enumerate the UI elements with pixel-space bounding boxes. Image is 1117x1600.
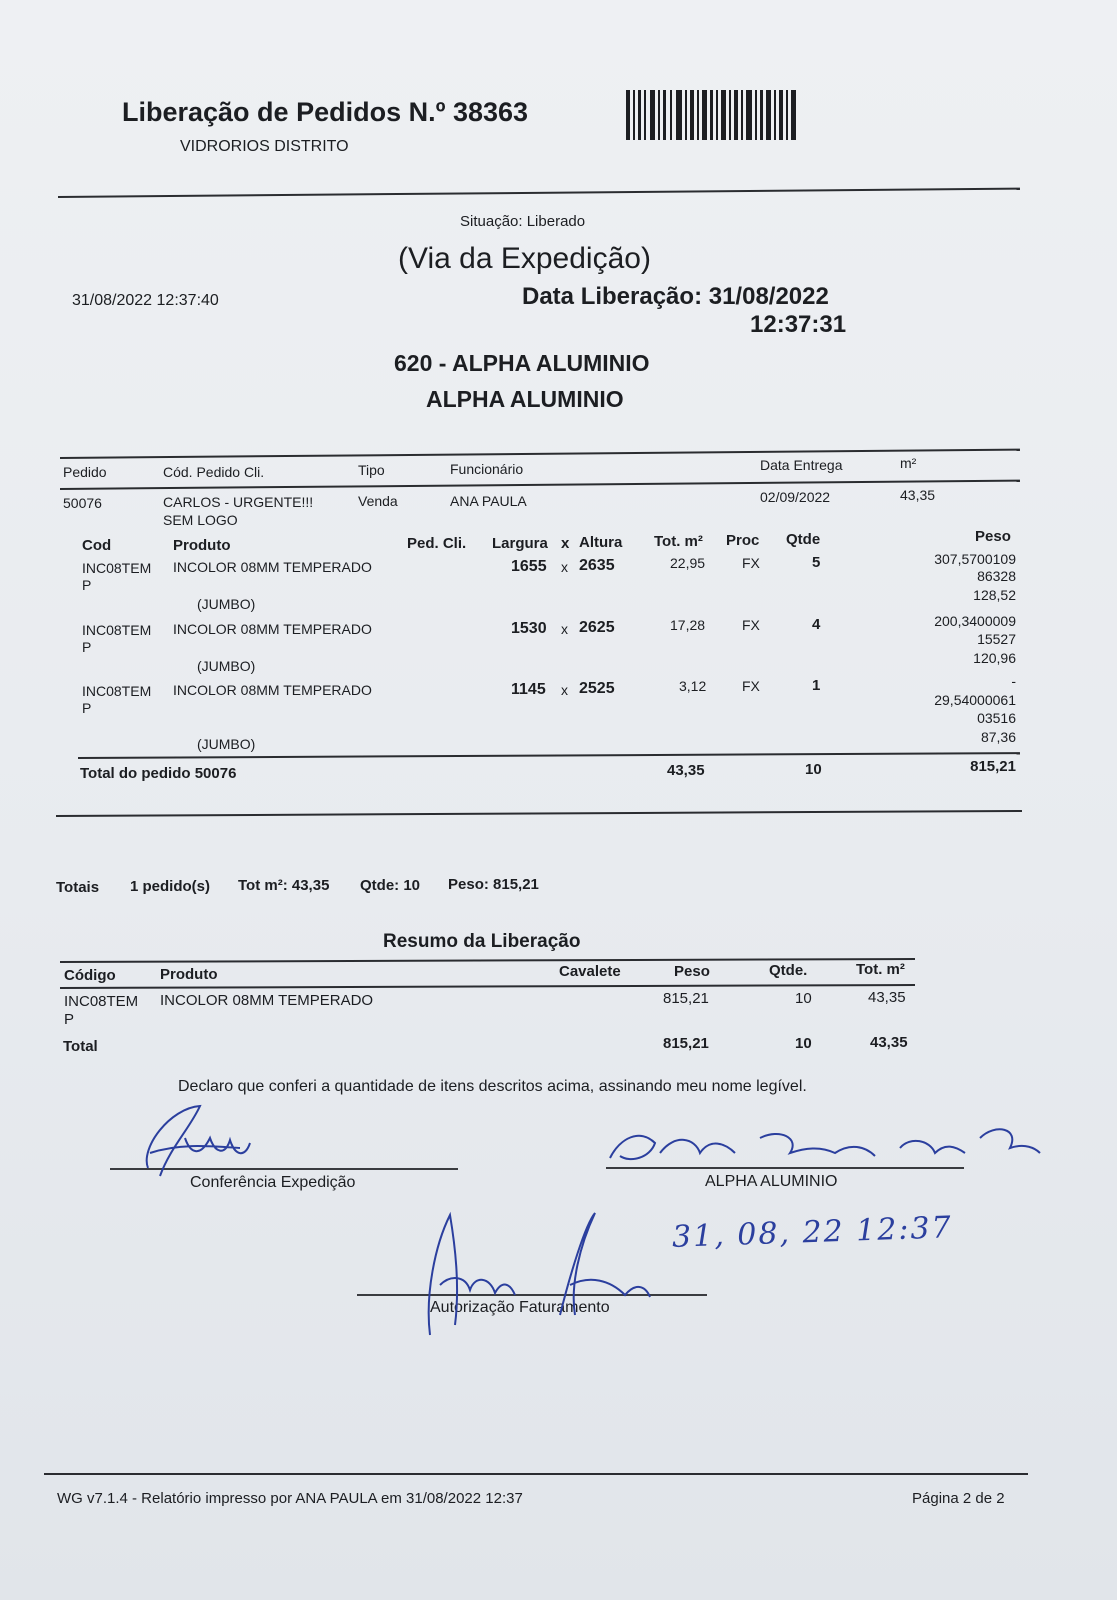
order-pedido: 50076: [63, 495, 102, 511]
signature-conferencia-icon: [130, 1098, 270, 1188]
item-cod-suffix: P: [82, 577, 92, 593]
resumo-col-qtde: Qtde.: [769, 962, 808, 979]
item-peso-dash: -: [1011, 673, 1016, 689]
order-tipo: Venda: [358, 493, 398, 509]
items-col-ped-cli: Ped. Cli.: [407, 535, 467, 552]
item-proc: FX: [742, 678, 760, 694]
resumo-total-tot-m2: 43,35: [870, 1034, 908, 1051]
client-name: ALPHA ALUMINIO: [426, 386, 624, 412]
order-funcionario: ANA PAULA: [450, 493, 527, 509]
items-col-largura: Largura: [492, 535, 548, 552]
items-col-proc: Proc: [726, 532, 760, 549]
item-x: x: [561, 621, 568, 637]
item-largura: 1145: [511, 681, 546, 698]
order-data-entrega: 02/09/2022: [760, 489, 831, 505]
resumo-produto: INCOLOR 08MM TEMPERADO: [160, 992, 374, 1009]
col-data-entrega: Data Entrega: [760, 457, 843, 473]
signature-client-icon: [600, 1118, 1050, 1188]
item-obs: (JUMBO): [197, 736, 256, 752]
items-col-x: x: [561, 535, 570, 552]
item-altura: 2525: [579, 680, 615, 697]
resumo-total-label: Total: [63, 1038, 98, 1055]
signature-autorizacao-icon: [410, 1205, 670, 1345]
situacao-text: Situação: Liberado: [460, 213, 586, 230]
item-cod: INC08TEM: [82, 560, 152, 576]
order-m2: 43,35: [900, 487, 936, 503]
totais-pedidos: 1 pedido(s): [130, 878, 211, 895]
item-peso-line2: 86328: [977, 568, 1016, 584]
conferencia-label: Conferência Expedição: [190, 1174, 356, 1191]
client-code-name: 620 - ALPHA ALUMINIO: [394, 350, 650, 376]
item-peso-line1: 200,3400009: [934, 613, 1016, 629]
resumo-title: Resumo da Liberação: [383, 931, 581, 952]
item-cod-suffix: P: [82, 700, 92, 716]
printed-timestamp: 31/08/2022 12:37:40: [72, 292, 219, 309]
footer-left: WG v7.1.4 - Relatório impresso por ANA PAULA em 31/08/2022 12:37: [57, 1490, 523, 1507]
item-peso-line2: 15527: [977, 631, 1016, 647]
resumo-col-tot-m2: Tot. m²: [856, 961, 905, 978]
header-divider: [58, 188, 1020, 198]
data-liberacao: Data Liberação: 31/08/2022: [522, 283, 829, 310]
order-section-bottom-line: [56, 810, 1022, 817]
items-col-tot-m2: Tot. m²: [654, 533, 703, 550]
order-table-top-line: [60, 449, 1020, 459]
order-total-line: [78, 752, 1020, 759]
item-cod: INC08TEM: [82, 683, 152, 699]
item-peso-line1: 29,54000061: [934, 692, 1016, 708]
item-peso-line1: 307,5700109: [934, 551, 1016, 567]
resumo-codigo: INC08TEM: [64, 993, 139, 1010]
item-peso-line3: 87,36: [980, 729, 1016, 745]
resumo-col-peso: Peso: [674, 963, 710, 980]
col-funcionario: Funcionário: [450, 461, 524, 477]
order-header-underline: [60, 480, 1020, 490]
resumo-qtde: 10: [795, 990, 812, 1007]
footer-right: Página 2 de 2: [912, 1490, 1005, 1507]
order-total-qtde: 10: [805, 761, 822, 778]
totais-label: Totais: [56, 879, 100, 896]
item-largura: 1655: [511, 558, 547, 575]
item-peso-line2: 03516: [977, 710, 1016, 726]
client-signature-label: ALPHA ALUMINIO: [705, 1173, 838, 1190]
resumo-total-qtde: 10: [795, 1035, 812, 1052]
col-pedido: Pedido: [63, 464, 107, 480]
items-col-altura: Altura: [579, 534, 623, 551]
data-liberacao-time: 12:37:31: [750, 311, 847, 338]
item-altura: 2625: [579, 619, 615, 636]
company-name: VIDRORIOS DISTRITO: [180, 138, 349, 155]
items-col-peso: Peso: [975, 528, 1011, 545]
item-peso-line3: 120,96: [973, 650, 1016, 666]
totais-qtde: Qtde: 10: [360, 877, 421, 894]
item-proc: FX: [742, 555, 760, 571]
items-col-produto: Produto: [173, 537, 231, 554]
resumo-codigo-suffix: P: [64, 1011, 75, 1028]
item-altura: 2635: [579, 557, 615, 574]
item-qtde: 1: [812, 677, 821, 694]
footer-line: [44, 1473, 1028, 1475]
document-title: Liberação de Pedidos N.º 38363: [122, 97, 529, 127]
resumo-col-produto: Produto: [160, 966, 218, 983]
items-col-qtde: Qtde: [786, 531, 821, 548]
item-x: x: [561, 682, 568, 698]
item-x: x: [561, 559, 568, 575]
resumo-col-codigo: Código: [64, 967, 116, 984]
autorizacao-label: Autorização Faturamento: [430, 1299, 610, 1316]
item-tot-m2: 17,28: [670, 617, 706, 633]
item-tot-m2: 22,95: [670, 555, 706, 571]
item-peso-line3: 128,52: [973, 587, 1016, 603]
col-cod-pedido-cli: Cód. Pedido Cli.: [163, 464, 265, 480]
item-produto: INCOLOR 08MM TEMPERADO: [173, 682, 372, 698]
items-col-cod: Cod: [82, 537, 112, 554]
item-obs: (JUMBO): [197, 658, 256, 674]
order-total-label: Total do pedido 50076: [80, 765, 237, 782]
resumo-tot-m2: 43,35: [868, 989, 906, 1006]
barcode-icon: [626, 90, 798, 140]
declaration-text: Declaro que conferi a quantidade de itens descritos acima, assinando meu nome legível.: [178, 1078, 807, 1095]
order-total-m2: 43,35: [667, 762, 705, 779]
resumo-col-cavalete: Cavalete: [559, 963, 621, 980]
item-cod-suffix: P: [82, 639, 92, 655]
item-cod: INC08TEM: [82, 622, 152, 638]
order-total-peso: 815,21: [970, 758, 1016, 775]
item-tot-m2: 3,12: [679, 678, 707, 694]
item-obs: (JUMBO): [197, 596, 256, 612]
resumo-total-peso: 815,21: [663, 1035, 709, 1052]
item-produto: INCOLOR 08MM TEMPERADO: [173, 559, 372, 575]
item-largura: 1530: [511, 620, 547, 637]
totais-tot-m2: Tot m²: 43,35: [238, 877, 330, 894]
resumo-header-line: [60, 984, 915, 989]
item-proc: FX: [742, 617, 760, 633]
item-qtde: 4: [812, 616, 821, 633]
order-cod-cli-line1: CARLOS - URGENTE!!!: [163, 494, 314, 510]
item-produto: INCOLOR 08MM TEMPERADO: [173, 621, 372, 637]
item-qtde: 5: [812, 554, 821, 571]
col-m2: m²: [900, 455, 917, 471]
handwritten-date: 31, 08, 22 12:37: [671, 1210, 954, 1255]
via-title: (Via da Expedição): [398, 242, 651, 275]
resumo-peso: 815,21: [663, 990, 709, 1007]
col-tipo: Tipo: [358, 462, 385, 478]
order-cod-cli-line2: SEM LOGO: [163, 512, 238, 528]
totais-peso: Peso: 815,21: [448, 876, 539, 893]
